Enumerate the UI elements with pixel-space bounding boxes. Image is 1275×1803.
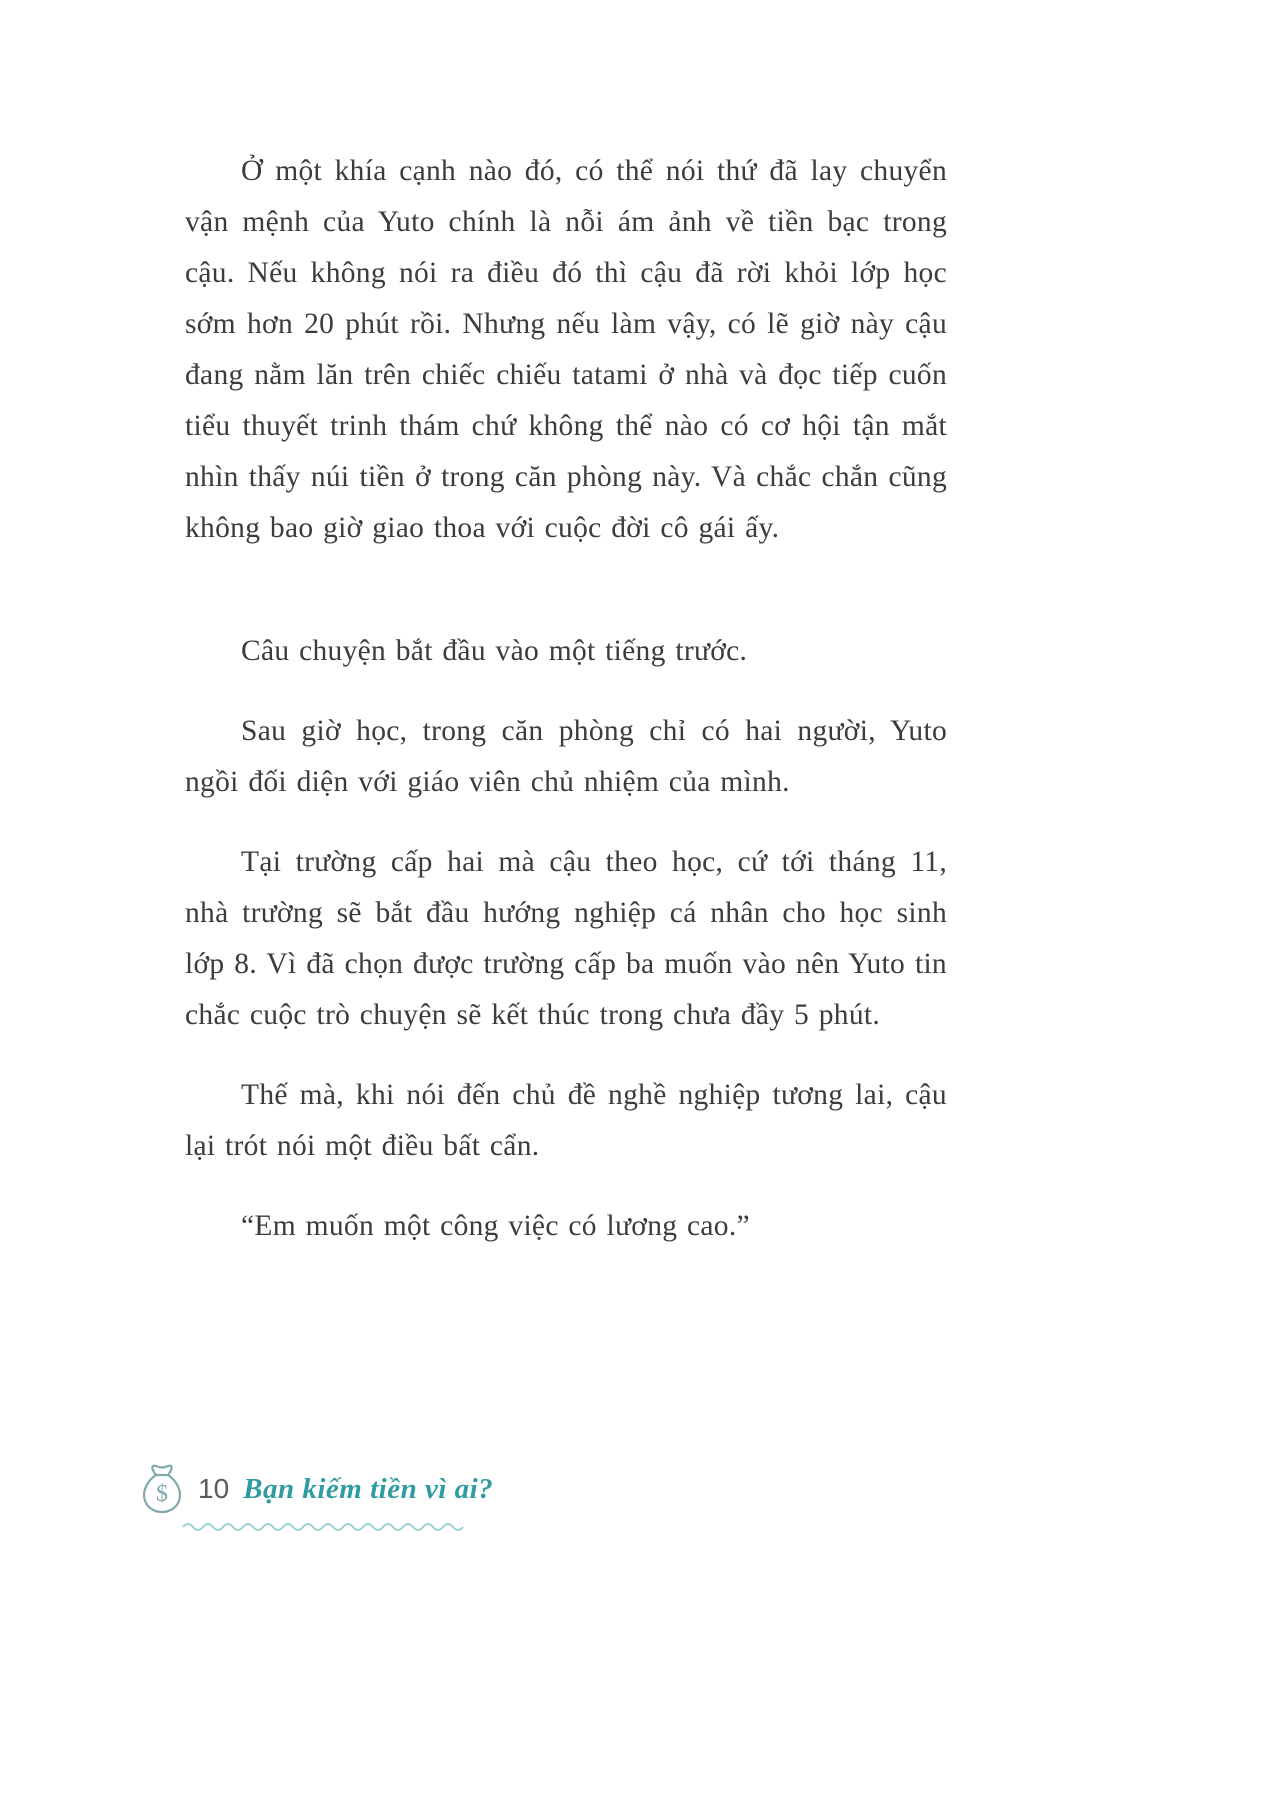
money-bag-icon: [140, 1464, 184, 1514]
paragraph: “Em muốn một công việc có lương cao.”: [241, 1210, 750, 1242]
page-footer: [140, 1464, 740, 1514]
book-title: Bạn kiếm tiền vì ai?: [243, 1472, 494, 1505]
page-content: [185, 146, 947, 1281]
paragraph: Câu chuyện bắt đầu vào một tiếng trước.: [241, 635, 748, 667]
paragraph: Sau giờ học, trong căn phòng chỉ có hai người, Yuto ngồi đối diện với giáo viên chủ nhiệm của mình.: [185, 715, 947, 798]
wavy-underline: [182, 1520, 464, 1534]
paragraph: Tại trường cấp hai mà cậu theo học, cứ tới tháng 11, nhà trường sẽ bắt đầu hướng nghiệp cá nhân cho học sinh lớp 8. Vì đã chọn được trường cấp ba muốn vào nên Yuto tin chắc cuộc trò chuyện sẽ kết thúc trong chưa đầy 5 phút.: [185, 846, 947, 1031]
page-number: 10: [198, 1473, 230, 1504]
svg-text:$: $: [156, 1481, 168, 1507]
footer-row: [140, 1464, 740, 1514]
paragraph: Ở một khía cạnh nào đó, có thể nói thứ đã lay chuyển vận mệnh của Yuto chính là nỗi ám ảnh về tiền bạc trong cậu. Nếu không nói ra điều đó thì cậu đã rời khỏi lớp học sớm hơn 20 phút rồi. Nhưng nếu làm vậy, có lẽ giờ này cậu đang nằm lăn trên chiếc chiếu tatami ở nhà và đọc tiếp cuốn tiểu thuyết trinh thám chứ không thể nào có cơ hội tận mắt nhìn thấy núi tiền ở trong căn phòng này. Và chắc chắn cũng không bao giờ giao thoa với cuộc đời cô gái ấy.: [185, 155, 947, 544]
paragraph: Thế mà, khi nói đến chủ đề nghề nghiệp tương lai, cậu lại trót nói một điều bất cẩn.: [185, 1079, 947, 1162]
